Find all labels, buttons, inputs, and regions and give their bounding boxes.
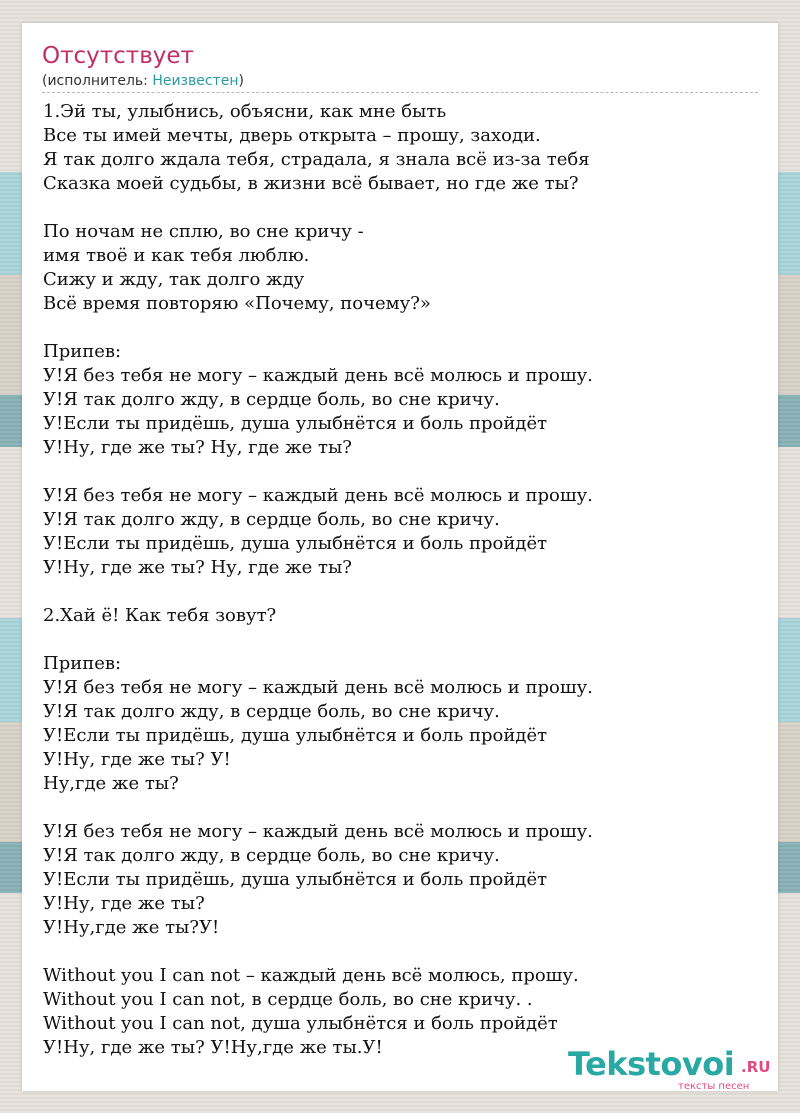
lyric-line: У!Ну, где же ты? Ну, где же ты? [43,437,352,458]
lyric-line: У!Я так долго жду, в сердце боль, во сне кричу. [43,845,500,866]
title-divider [42,92,758,93]
lyric-line: Сказка моей судьбы, в жизни всё бывает, но где же ты? [43,173,579,194]
artist-suffix: ) [238,73,244,89]
lyric-line: У!Я так долго жду, в сердце боль, во сне кричу. [43,509,500,530]
lyric-line: У!Если ты придёшь, душа улыбнётся и боль пройдёт [43,533,548,554]
lyric-line: 1.Эй ты, улыбнись, объясни, как мне быть [43,101,447,122]
artist-line [42,73,244,89]
lyric-line: У!Я без тебя не могу – каждый день всё молюсь и прошу. [43,485,593,506]
lyric-line [43,940,763,964]
lyric-line [43,316,763,340]
lyric-line: У!Если ты придёшь, душа улыбнётся и боль пройдёт [43,413,548,434]
lyric-line [43,580,763,604]
lyric-line: Сижу и жду, так долго жду [43,269,305,290]
lyric-line: У!Я без тебя не могу – каждый день всё молюсь и прошу. [43,677,593,698]
lyrics-card [22,23,778,1091]
lyric-line: Without you I can not – каждый день всё молюсь, прошу. [43,965,579,986]
lyric-line [43,460,763,484]
song-title: Отсутствует [42,43,194,69]
lyric-line: Ну,где же ты? [43,773,179,794]
lyric-line: У!Я без тебя не могу – каждый день всё молюсь и прошу. [43,365,593,386]
lyric-line: У!Ну, где же ты? [43,893,205,914]
lyric-line: По ночам не сплю, во сне кричу - [43,221,364,242]
lyric-line: У!Ну, где же ты? У!Ну,где же ты.У! [43,1037,383,1058]
artist-link[interactable]: Неизвестен [152,73,239,89]
logo-tagline: тексты песен [678,1081,750,1092]
lyric-line: 2.Хай ё! Как тебя зовут? [43,605,277,626]
lyrics-text [43,100,763,1060]
lyric-line: Without you I can not, в сердце боль, во сне кричу. . [43,989,533,1010]
lyric-line: У!Я так долго жду, в сердце боль, во сне кричу. [43,389,500,410]
lyric-line: У!Я так долго жду, в сердце боль, во сне кричу. [43,701,500,722]
lyric-line [43,628,763,652]
lyric-line: У!Ну, где же ты? У! [43,749,231,770]
lyric-line: У!Я без тебя не могу – каждый день всё молюсь и прошу. [43,821,593,842]
lyric-line [43,196,763,220]
lyric-line: Всё время повторяю «Почему, почему?» [43,293,431,314]
lyric-line: Все ты имей мечты, дверь открыта – прошу, заходи. [43,125,541,146]
lyric-line: У!Если ты придёшь, душа улыбнётся и боль пройдёт [43,869,548,890]
logo-wordmark: Tekstovoi [568,1045,735,1083]
lyric-line: У!Ну,где же ты?У! [43,917,220,938]
lyric-line: Припев: [43,653,122,674]
lyric-line: Without you I can not, душа улыбнётся и боль пройдёт [43,1013,558,1034]
site-logo[interactable] [568,1045,778,1091]
lyric-line: У!Если ты придёшь, душа улыбнётся и боль пройдёт [43,725,548,746]
lyric-line: У!Ну, где же ты? Ну, где же ты? [43,557,352,578]
lyric-line [43,796,763,820]
lyric-line: имя твоё и как тебя люблю. [43,245,310,266]
artist-prefix: (исполнитель: [42,73,153,89]
lyric-line: Припев: [43,341,122,362]
logo-domain-suffix: .RU [741,1058,771,1076]
lyric-line: Я так долго ждала тебя, страдала, я знала всё из-за тебя [43,149,590,170]
